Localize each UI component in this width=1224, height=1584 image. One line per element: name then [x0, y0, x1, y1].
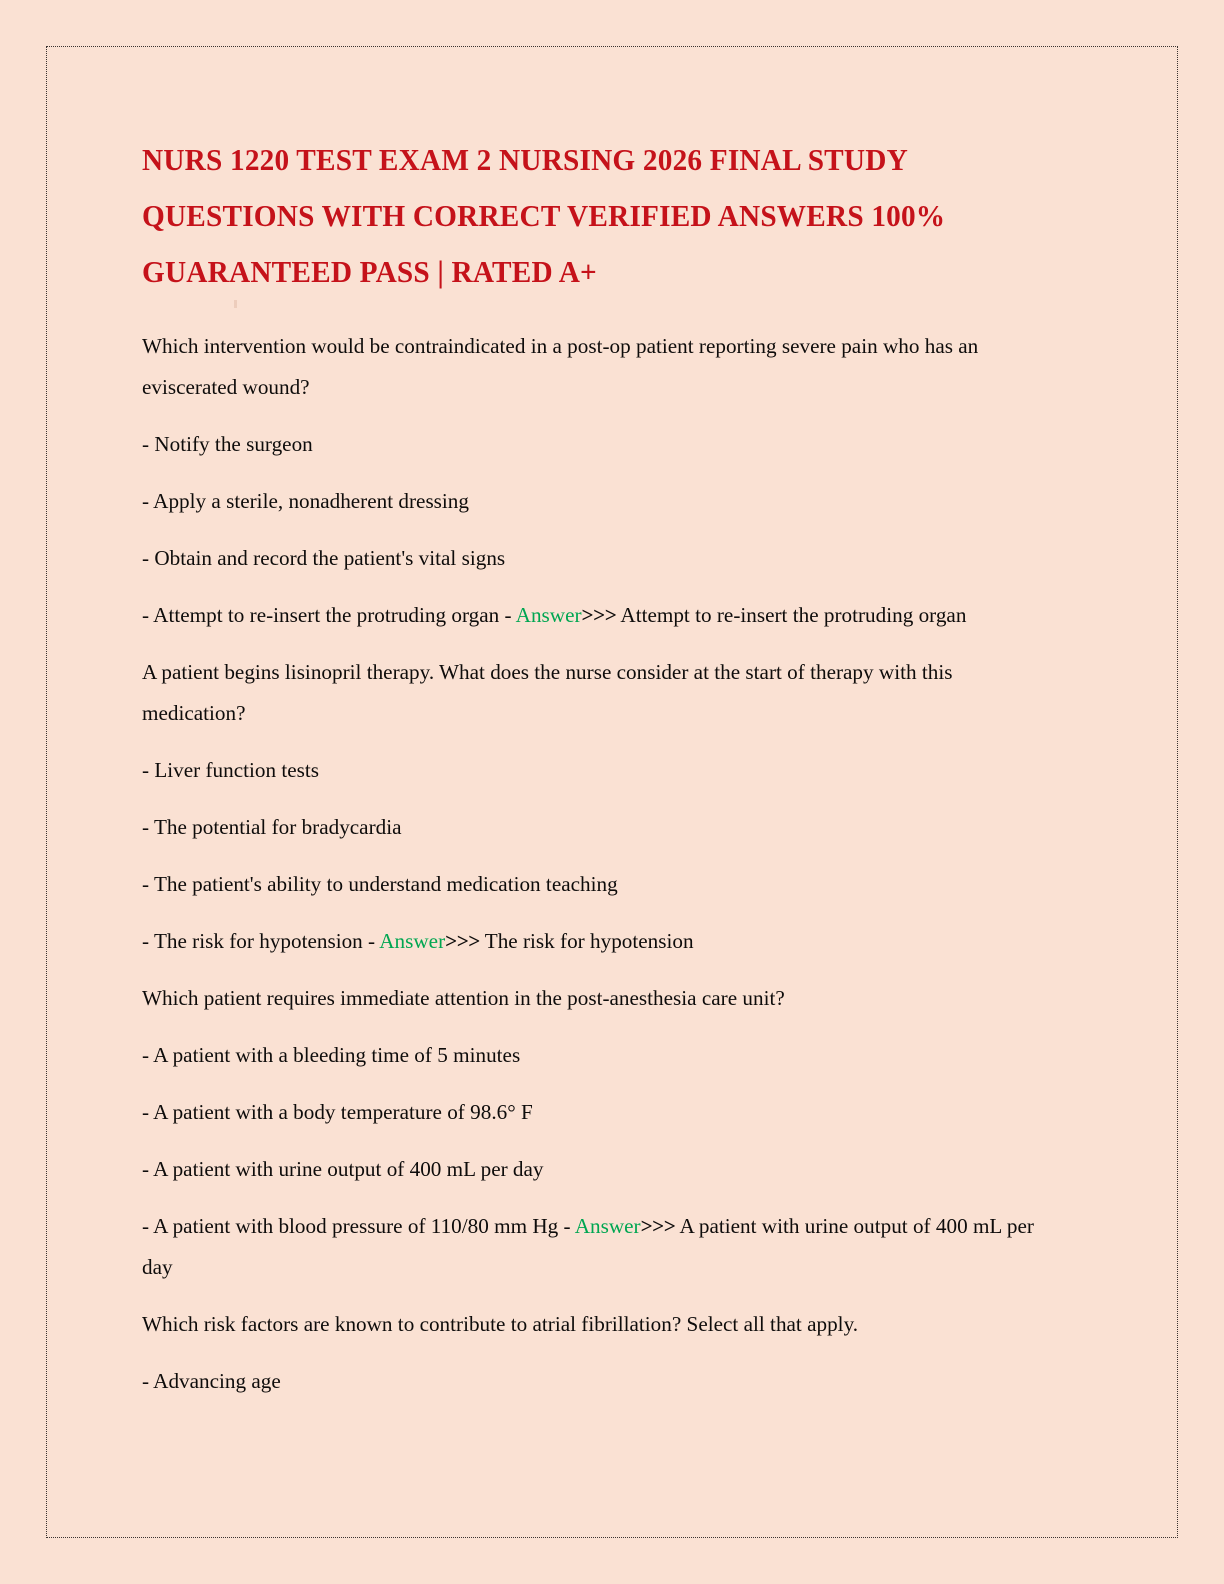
option-line: [142, 750, 1044, 791]
question-stem: [142, 978, 1044, 1019]
question-stem: [142, 652, 1044, 734]
answer-arrows: >>>: [640, 1214, 676, 1238]
paragraph-text: - Advancing age: [142, 1369, 281, 1393]
option-with-answer: [142, 921, 1044, 962]
paragraph-text: - The patient's ability to understand medication teaching: [142, 872, 618, 896]
paragraph-text: - Obtain and record the patient's vital signs: [142, 546, 506, 570]
option-with-answer: [142, 1206, 1044, 1288]
option-line: [142, 481, 1044, 522]
answer-text: The risk for hypotension: [479, 929, 694, 953]
option-line: [142, 864, 1044, 905]
answer-text: Attempt to re-insert the protruding organ: [616, 603, 967, 627]
option-line: [142, 1092, 1044, 1133]
answer-arrows: >>>: [581, 603, 617, 627]
paragraph-text: - Notify the surgeon: [142, 432, 313, 456]
option-line: [142, 1149, 1044, 1190]
paragraph-text: - A patient with a bleeding time of 5 minutes: [142, 1043, 521, 1067]
answer-label: Answer: [379, 929, 446, 953]
paragraph-text: Which risk factors are known to contribute to atrial fibrillation? Select all that apply.: [142, 1312, 859, 1336]
paragraph-text: - A patient with urine output of 400 mL per day: [142, 1157, 544, 1181]
option-text: - Attempt to re-insert the protruding organ -: [142, 603, 516, 627]
answer-label: Answer: [515, 603, 582, 627]
paragraph-text: Which intervention would be contraindicated in a post-op patient reporting severe pain who has an eviscerated wound?: [142, 334, 979, 399]
option-line: [142, 538, 1044, 579]
paragraph-text: A patient begins lisinopril therapy. What does the nurse consider at the start of therapy with this medication?: [142, 660, 953, 725]
document-body: [142, 326, 1058, 1402]
paragraph-text: - A patient with a body temperature of 98.6° F: [142, 1100, 533, 1124]
answer-label: Answer: [574, 1214, 641, 1238]
answer-text: A patient with urine output of 400 mL per day: [142, 1214, 1034, 1279]
option-line: [142, 807, 1044, 848]
option-line: [142, 1361, 1044, 1402]
paragraph-text: - The potential for bradycardia: [142, 815, 402, 839]
option-text: - A patient with blood pressure of 110/80 mm Hg -: [142, 1214, 575, 1238]
question-stem: [142, 1304, 1044, 1345]
paragraph-text: Which patient requires immediate attention in the post-anesthesia care unit?: [142, 986, 785, 1010]
option-line: [142, 1035, 1044, 1076]
paragraph-text: - Liver function tests: [142, 758, 320, 782]
answer-arrows: >>>: [445, 929, 480, 953]
option-with-answer: [142, 595, 1044, 636]
paragraph-text: - Apply a sterile, nonadherent dressing: [142, 489, 470, 513]
document-title: NURS 1220 TEST EXAM 2 NURSING 2026 FINAL STUDY QUESTIONS WITH CORRECT VERIFIED ANSWERS 100% GUARANTEED PASS | RATED A+: [142, 143, 946, 289]
option-text: - The risk for hypotension -: [142, 929, 380, 953]
document-content: [142, 132, 1058, 1402]
question-stem: [142, 326, 1044, 408]
option-line: [142, 424, 1044, 465]
